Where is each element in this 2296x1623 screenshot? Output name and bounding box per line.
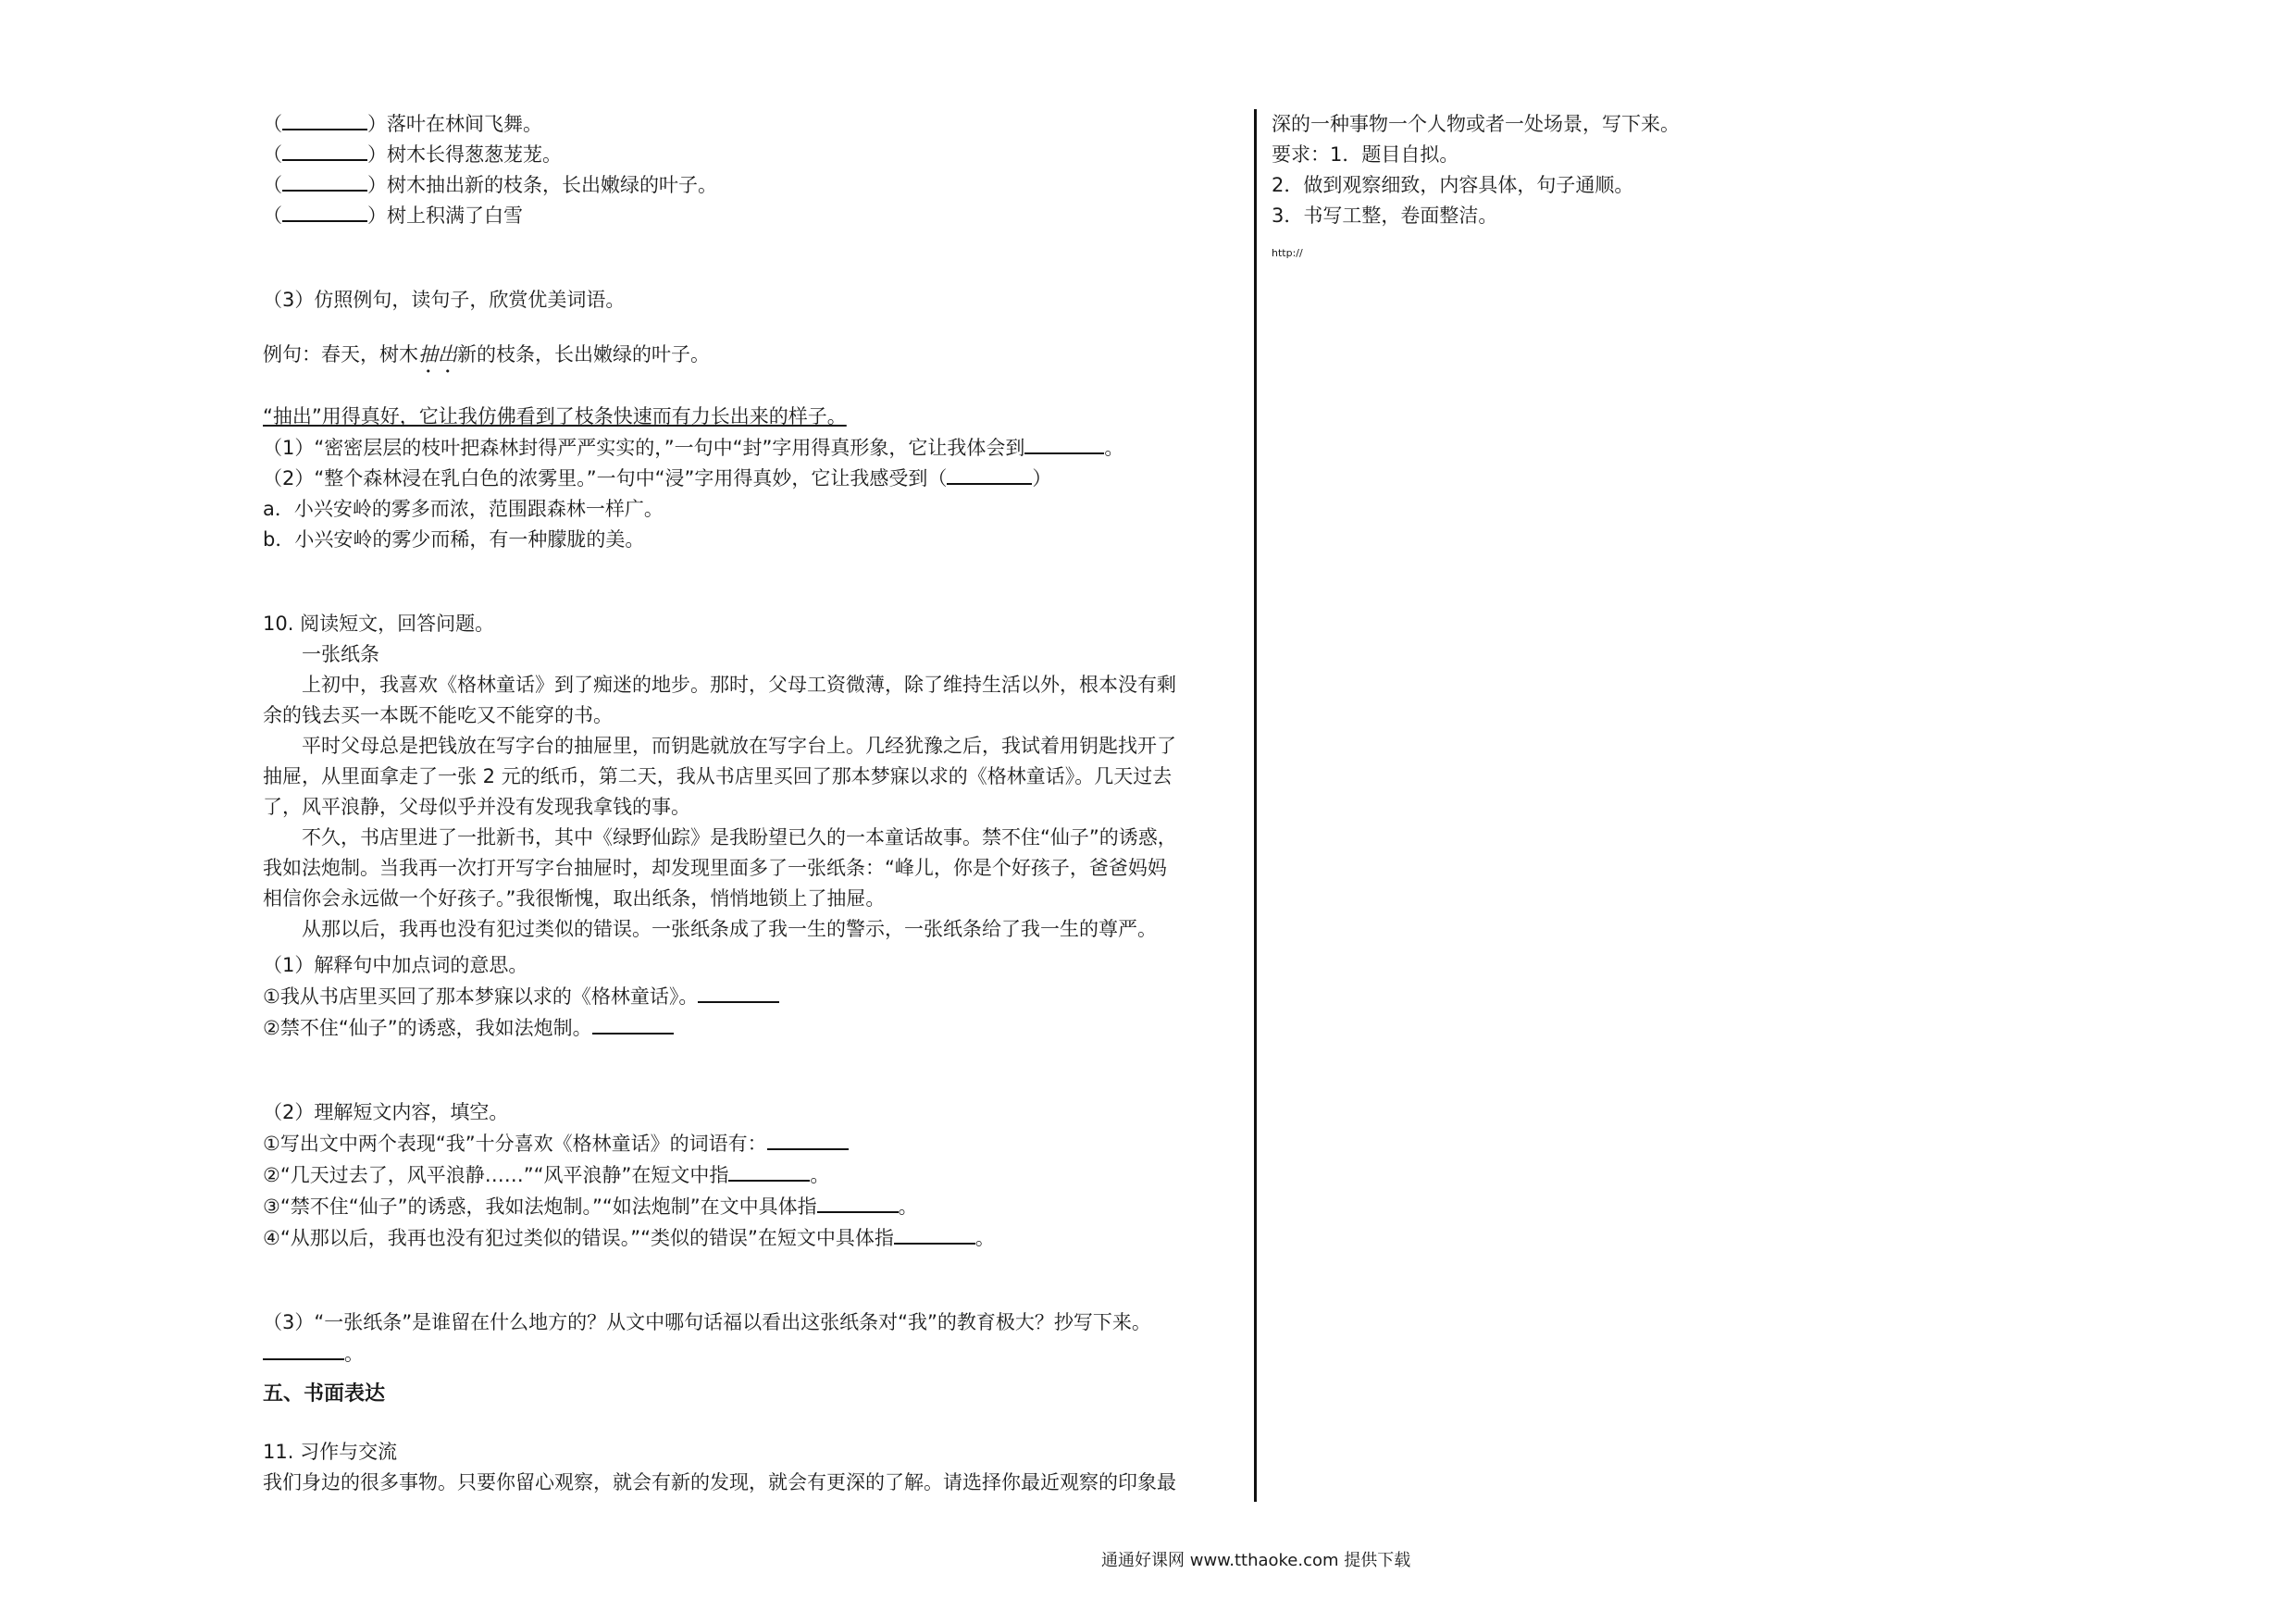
punct: 。 xyxy=(344,1343,364,1365)
story-paragraph-line: 抽屉，从里面拿走了一张 2 元的纸币，第二天，我从书店里买回了那本梦寐以求的《格林童话》。几天过去 xyxy=(263,765,1173,787)
question-text: ③“禁不住“仙子”的诱惑，我如法炮制。”“如法炮制”在文中具体指 xyxy=(263,1196,817,1218)
fill-text: ）树上积满了白雪 xyxy=(367,204,523,227)
section-heading: 五、书面表达 xyxy=(263,1382,386,1406)
example-sentence xyxy=(263,340,1235,378)
punct: ） xyxy=(1032,467,1052,489)
requirement-3: 3．书写工整，卷面整洁。 xyxy=(1272,204,1498,227)
question-10-3: （3）“一张纸条”是谁留在什么地方的？从文中哪句话福以看出这张纸条对“我”的教育极大？抄写下来。 xyxy=(263,1311,1151,1333)
example-prefix: 例句：春天，树木 xyxy=(263,343,418,365)
question-10-1-b xyxy=(263,1012,1235,1044)
fill-text: ）落叶在林间飞舞。 xyxy=(367,113,542,135)
question-text: ②禁不住“仙子”的诱惑，我如法炮制。 xyxy=(263,1017,592,1039)
emphasized-word: 抽出 xyxy=(418,343,457,365)
question-10-2-a xyxy=(263,1128,1235,1159)
answer-blank[interactable] xyxy=(728,1159,810,1182)
option-a: a．小兴安岭的雾多而浓，范围跟森林一样广。 xyxy=(263,498,664,520)
story-paragraph-line: 上初中，我喜欢《格林童话》到了痴迷的地步。那时，父母工资微薄，除了维持生活以外，根本没有剩 xyxy=(302,674,1176,696)
question-3-title: （3）仿照例句，读句子，欣赏优美词语。 xyxy=(263,289,626,311)
question-text: ①我从书店里买回了那本梦寐以求的《格林童话》。 xyxy=(263,985,699,1008)
answer-blank[interactable] xyxy=(767,1128,849,1150)
sub-question-1 xyxy=(263,432,1235,464)
fill-item: （ ）树木抽出新的枝条，长出嫩绿的叶子。 xyxy=(263,170,1235,201)
story-paragraph-line: 余的钱去买一本既不能吃又不能穿的书。 xyxy=(263,704,613,726)
story-paragraph-line: 相信你会永远做一个好孩子。”我很惭愧，取出纸条，悄悄地锁上了抽屉。 xyxy=(263,887,886,910)
question-11-title: 11. 习作与交流 xyxy=(263,1441,398,1463)
story-paragraph-line: 不久，书店里进了一批新书，其中《绿野仙踪》是我盼望已久的一本童话故事。禁不住“仙子”的诱惑， xyxy=(302,826,1177,849)
fill-text: ）树木抽出新的枝条，长出嫩绿的叶子。 xyxy=(367,174,717,196)
punct: 。 xyxy=(898,1196,918,1218)
sub-question-2 xyxy=(263,464,1235,494)
column-divider xyxy=(1254,109,1257,1502)
url-text: http:// xyxy=(1272,247,1303,259)
question-10-1-title: （1）解释句中加点词的意思。 xyxy=(263,954,528,976)
question-10-1-a xyxy=(263,981,1235,1012)
answer-blank[interactable] xyxy=(282,110,367,130)
story-title: 一张纸条 xyxy=(302,643,379,665)
sub-question-text: （2）“整个森林浸在乳白色的浓雾里。”一句中“浸”字用得真妙，它让我感受到（ xyxy=(263,467,948,489)
option-b: b．小兴安岭的雾少而稀，有一种朦胧的美。 xyxy=(263,528,645,551)
question-10-2-b xyxy=(263,1159,1235,1191)
fill-text: ）树木长得葱葱茏茏。 xyxy=(367,143,562,166)
answer-blank[interactable] xyxy=(698,981,779,1003)
example-note: “抽出”用得真好，它让我仿佛看到了枝条快速而有力长出来的样子。 xyxy=(263,405,847,427)
question-10-2-d xyxy=(263,1222,1235,1254)
answer-blank[interactable] xyxy=(592,1012,674,1035)
answer-blank[interactable] xyxy=(282,202,367,222)
fill-item: （ ）落叶在林间飞舞。 xyxy=(263,109,1235,140)
fill-item: （ ）树木长得葱葱茏茏。 xyxy=(263,140,1235,170)
requirement-2: 2．做到观察细致，内容具体，句子通顺。 xyxy=(1272,174,1634,196)
punct: 。 xyxy=(1104,437,1124,459)
sub-question-text: （1）“密密层层的枝叶把森林封得严严实实的，”一句中“封”字用得真形象，它让我体会到 xyxy=(263,437,1025,459)
answer-blank[interactable] xyxy=(282,171,367,192)
question-11-text: 我们身边的很多事物。只要你留心观察，就会有新的发现，就会有更深的了解。请选择你最近观察的印象最 xyxy=(263,1471,1176,1493)
question-text: ④“从那以后，我再也没有犯过类似的错误。”“类似的错误”在短文中具体指 xyxy=(263,1227,894,1249)
punct: 。 xyxy=(810,1164,830,1186)
fill-item: （ ）树上积满了白雪 xyxy=(263,201,1235,231)
answer-blank[interactable] xyxy=(1024,432,1104,454)
answer-blank[interactable] xyxy=(263,1338,344,1360)
requirement-1: 要求：1．题目自拟。 xyxy=(1272,143,1459,166)
left-column xyxy=(263,109,1235,1498)
question-10-2-title: （2）理解短文内容，填空。 xyxy=(263,1101,509,1123)
question-11-text-cont: 深的一种事物一个人物或者一处场景，写下来。 xyxy=(1272,113,1680,135)
story-paragraph-line: 了，风平浪静，父母似乎并没有发现我拿钱的事。 xyxy=(263,796,690,818)
right-column xyxy=(1272,109,2197,263)
answer-blank[interactable] xyxy=(282,141,367,161)
question-10-title: 10. 阅读短文，回答问题。 xyxy=(263,613,495,635)
question-10-2-c xyxy=(263,1191,1235,1222)
answer-blank[interactable] xyxy=(817,1191,899,1213)
punct: 。 xyxy=(974,1227,995,1249)
story-paragraph-line: 平时父母总是把钱放在写字台的抽屉里，而钥匙就放在写字台上。几经犹豫之后，我试着用钥匙找开了 xyxy=(302,735,1176,757)
question-text: ①写出文中两个表现“我”十分喜欢《格林童话》的词语有： xyxy=(263,1133,767,1155)
story-paragraph-line: 从那以后，我再也没有犯过类似的错误。一张纸条成了我一生的警示，一张纸条给了我一生的尊严。 xyxy=(302,918,1157,940)
question-text: ②“几天过去了，风平浪静……”“风平浪静”在短文中指 xyxy=(263,1164,729,1186)
footer-source: 通通好课网 www.tthaoke.com 提供下载 xyxy=(1101,1551,1411,1570)
answer-blank[interactable] xyxy=(947,465,1032,485)
question-10-3-answer xyxy=(263,1338,1235,1369)
answer-blank[interactable] xyxy=(894,1222,975,1245)
story-paragraph-line: 我如法炮制。当我再一次打开写字台抽屉时，却发现里面多了一张纸条：“峰儿，你是个好孩子，爸爸妈妈 xyxy=(263,857,1167,879)
example-suffix: 新的枝条，长出嫩绿的叶子。 xyxy=(457,343,710,365)
